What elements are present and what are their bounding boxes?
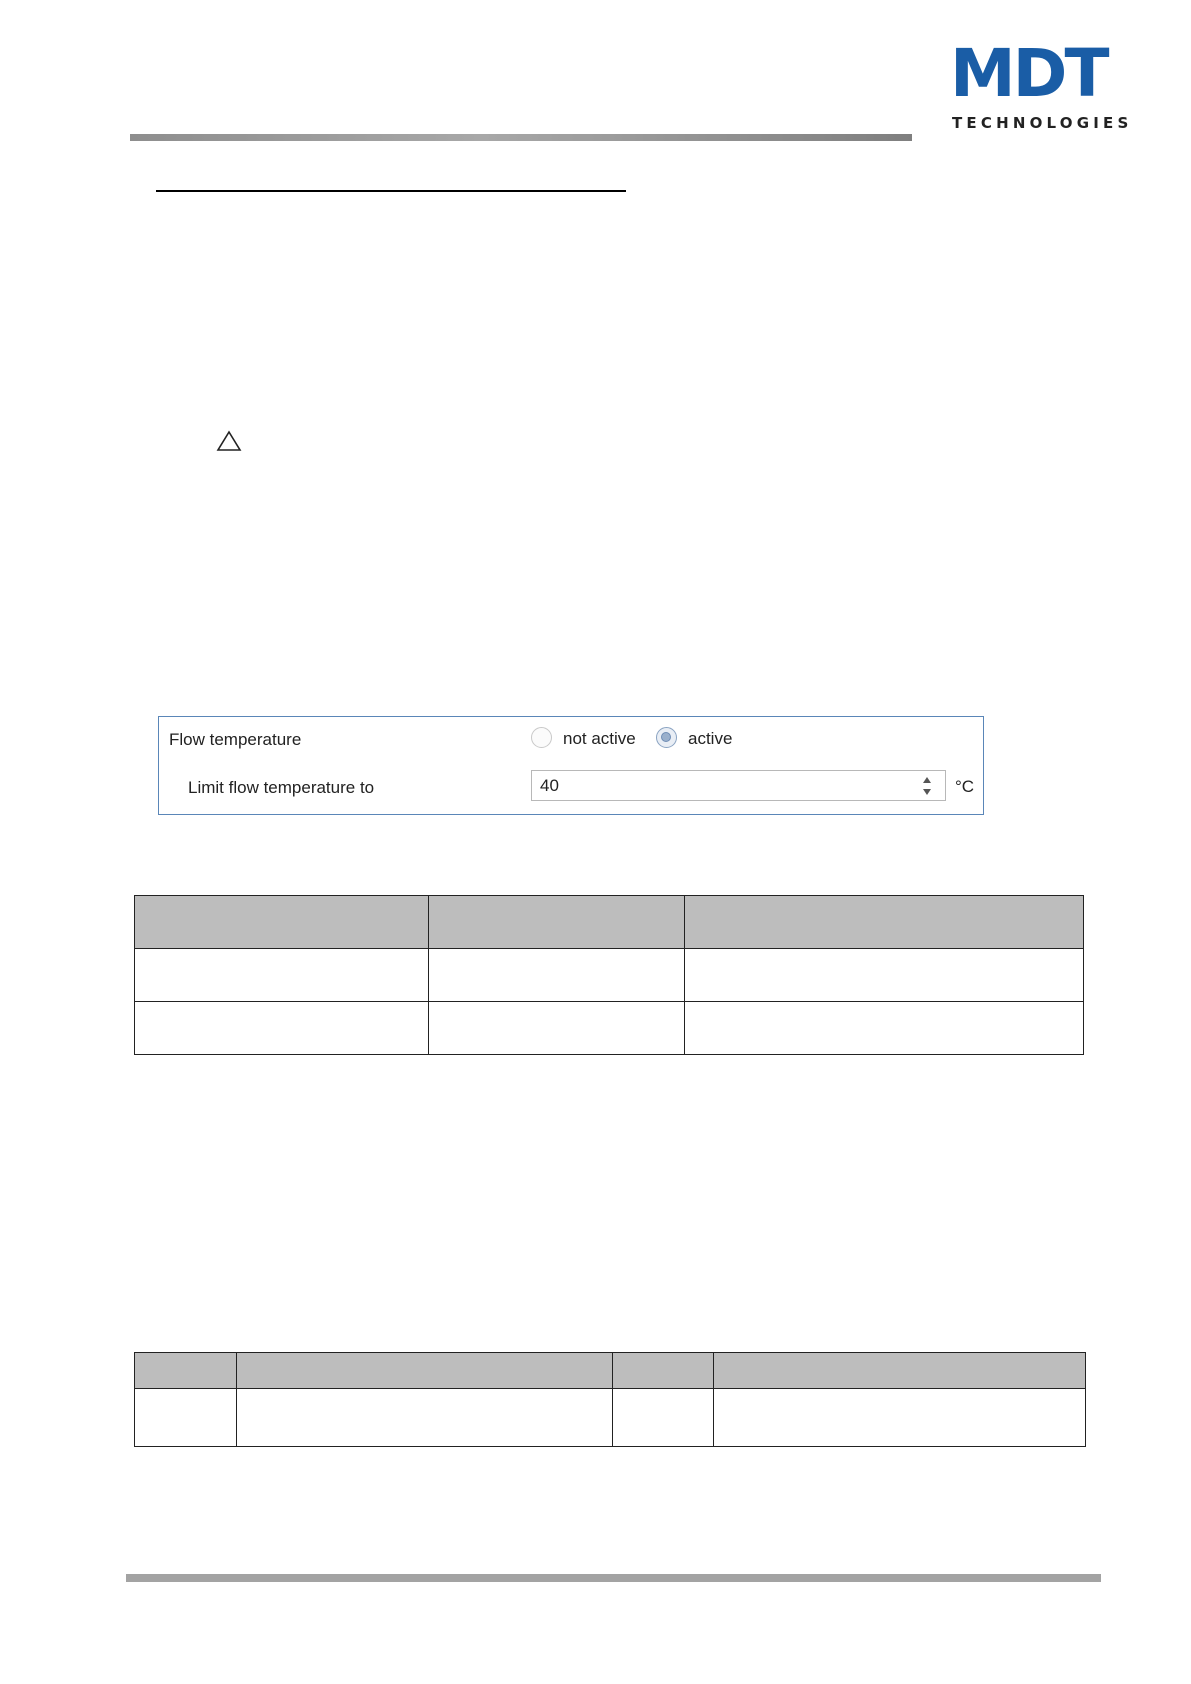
parameter-panel xyxy=(158,716,984,815)
spin-up-icon[interactable] xyxy=(923,777,931,783)
table-cell xyxy=(685,949,1084,1002)
table-header-cell xyxy=(714,1353,1086,1389)
table-cell xyxy=(714,1389,1086,1447)
table-cell xyxy=(613,1389,714,1447)
limit-flow-temperature-label: Limit flow temperature to xyxy=(188,778,375,797)
table-row xyxy=(135,1002,1084,1055)
table-cell xyxy=(685,1002,1084,1055)
footer-divider xyxy=(126,1574,1101,1582)
mdt-logo xyxy=(950,35,1133,134)
header-divider xyxy=(130,134,912,141)
table-cell xyxy=(135,949,429,1002)
table-header-row xyxy=(135,1353,1086,1389)
table-row xyxy=(135,1389,1086,1447)
table-header-cell xyxy=(685,896,1084,949)
table-cell xyxy=(135,1002,429,1055)
radio-not-active-label[interactable]: not active xyxy=(563,729,636,748)
table-cell xyxy=(236,1389,613,1447)
table-header-cell xyxy=(135,896,429,949)
table-header-cell xyxy=(428,896,685,949)
table-header-cell xyxy=(236,1353,613,1389)
radio-selected-dot xyxy=(661,732,671,742)
spin-down-icon[interactable] xyxy=(923,789,931,795)
table-row xyxy=(135,949,1084,1002)
limit-temperature-spinbox[interactable] xyxy=(531,770,946,801)
warning-triangle-icon xyxy=(216,430,242,452)
table-header-row xyxy=(135,896,1084,949)
logo-word: MDT xyxy=(950,35,1107,112)
table-cell xyxy=(135,1389,237,1447)
flow-temperature-label: Flow temperature xyxy=(169,730,302,749)
table-header-cell xyxy=(613,1353,714,1389)
radio-active[interactable] xyxy=(656,727,677,748)
temperature-unit: °C xyxy=(955,777,975,796)
radio-not-active[interactable] xyxy=(531,727,552,748)
logo-subtitle: TECHNOLOGIES xyxy=(952,114,1133,132)
communication-object-table xyxy=(134,1352,1086,1447)
section-title-underline xyxy=(156,190,626,192)
table-header-cell xyxy=(135,1353,237,1389)
table-cell xyxy=(428,1002,685,1055)
limit-temperature-value[interactable]: 40 xyxy=(540,776,559,795)
parameter-table xyxy=(134,895,1084,1055)
radio-active-label[interactable]: active xyxy=(688,729,733,748)
table-cell xyxy=(428,949,685,1002)
